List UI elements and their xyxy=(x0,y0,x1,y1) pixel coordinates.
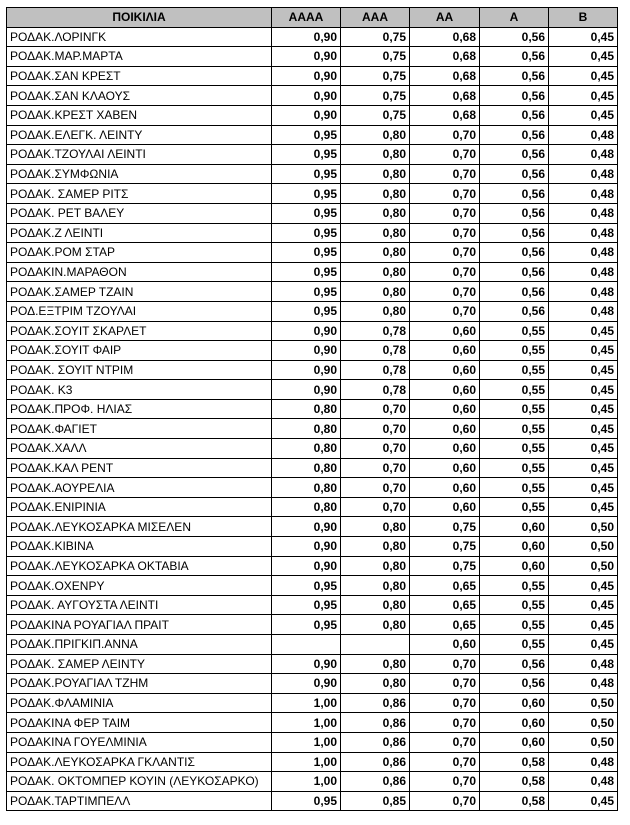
grade-aaaa-cell: 0,90 xyxy=(272,47,341,67)
variety-cell: ΡΟΔΑΚ.ΟΧΕΝΡΥ xyxy=(7,576,272,596)
grade-aaa-cell: 0,80 xyxy=(341,262,410,282)
grade-aaaa-cell: 0,80 xyxy=(272,458,341,478)
table-body xyxy=(7,27,618,811)
table-row xyxy=(7,595,618,615)
grade-aa-cell: 0,60 xyxy=(410,341,480,361)
table-row xyxy=(7,693,618,713)
variety-cell: ΡΟΔΑΚ.ΡΟΜ ΣΤΑΡ xyxy=(7,243,272,263)
table-row xyxy=(7,713,618,733)
grade-a-cell: 0,55 xyxy=(480,576,549,596)
grade-aaa-cell: 0,80 xyxy=(341,537,410,557)
grade-aaaa-cell: 0,90 xyxy=(272,517,341,537)
grade-b-cell: 0,45 xyxy=(549,576,618,596)
grade-b-cell: 0,50 xyxy=(549,517,618,537)
grade-aaaa-cell: 0,95 xyxy=(272,125,341,145)
grade-b-cell: 0,45 xyxy=(549,615,618,635)
grade-a-cell: 0,56 xyxy=(480,47,549,67)
header-row xyxy=(7,8,618,28)
grade-a-cell: 0,60 xyxy=(480,693,549,713)
grade-aa-cell: 0,60 xyxy=(410,419,480,439)
grade-aa-cell: 0,60 xyxy=(410,497,480,517)
grade-aaaa-cell: 0,90 xyxy=(272,105,341,125)
grade-b-cell: 0,48 xyxy=(549,125,618,145)
variety-cell: ΡΟΔΑΚ. ΡΕΤ ΒΑΛΕΥ xyxy=(7,203,272,223)
grade-aaaa-cell: 0,95 xyxy=(272,595,341,615)
grade-aa-cell: 0,68 xyxy=(410,86,480,106)
grade-a-cell: 0,55 xyxy=(480,595,549,615)
grade-aa-cell: 0,70 xyxy=(410,282,480,302)
header-grade-aa: ΑΑ xyxy=(410,8,480,28)
grade-aaa-cell: 0,80 xyxy=(341,203,410,223)
grade-b-cell: 0,45 xyxy=(549,360,618,380)
grade-b-cell: 0,45 xyxy=(549,27,618,47)
grade-b-cell: 0,50 xyxy=(549,693,618,713)
grade-b-cell: 0,45 xyxy=(549,86,618,106)
variety-cell: ΡΟΔΑΚ.ΡΟΥΑΓΙΑΛ ΤΖΗΜ xyxy=(7,674,272,694)
grade-a-cell: 0,55 xyxy=(480,341,549,361)
grade-aaa-cell: 0,78 xyxy=(341,321,410,341)
grade-a-cell: 0,55 xyxy=(480,478,549,498)
table-row xyxy=(7,301,618,321)
table-row xyxy=(7,674,618,694)
variety-cell: ΡΟΔΑΚ.ΣΑΝ ΚΡΕΣΤ xyxy=(7,66,272,86)
grade-aa-cell: 0,70 xyxy=(410,772,480,792)
grade-a-cell: 0,56 xyxy=(480,301,549,321)
grade-aa-cell: 0,60 xyxy=(410,360,480,380)
variety-cell: ΡΟΔΑΚ.ΠΡΟΦ. ΗΛΙΑΣ xyxy=(7,399,272,419)
header-grade-aaaa: ΑΑΑΑ xyxy=(272,8,341,28)
grade-b-cell: 0,45 xyxy=(549,321,618,341)
grade-aaaa-cell: 0,95 xyxy=(272,615,341,635)
grade-aaaa-cell: 0,95 xyxy=(272,301,341,321)
header-grade-aaa: ΑΑΑ xyxy=(341,8,410,28)
grade-aaaa-cell: 0,95 xyxy=(272,791,341,811)
grade-b-cell: 0,48 xyxy=(549,203,618,223)
grade-aaa-cell: 0,80 xyxy=(341,164,410,184)
grade-aaa-cell: 0,80 xyxy=(341,223,410,243)
grade-aaaa-cell: 0,90 xyxy=(272,556,341,576)
grade-aa-cell: 0,68 xyxy=(410,105,480,125)
grade-aaa-cell: 0,86 xyxy=(341,713,410,733)
grade-a-cell: 0,55 xyxy=(480,458,549,478)
grade-aaaa-cell: 0,90 xyxy=(272,86,341,106)
grade-a-cell: 0,60 xyxy=(480,517,549,537)
grade-aaa-cell: 0,80 xyxy=(341,145,410,165)
table-row xyxy=(7,380,618,400)
variety-cell: ΡΟΔΑΚΙΝΑ ΡΟΥΑΓΙΑΛ ΠΡΑΙΤ xyxy=(7,615,272,635)
grade-aaa-cell: 0,78 xyxy=(341,360,410,380)
grade-b-cell: 0,48 xyxy=(549,164,618,184)
variety-cell: ΡΟΔΑΚ.ΦΑΓΙΕΤ xyxy=(7,419,272,439)
grade-a-cell: 0,56 xyxy=(480,105,549,125)
grade-a-cell: 0,56 xyxy=(480,164,549,184)
variety-cell: ΡΟΔΑΚ. ΑΥΓΟΥΣΤΑ ΛΕΙΝΤΙ xyxy=(7,595,272,615)
grade-aa-cell: 0,60 xyxy=(410,478,480,498)
table-row xyxy=(7,458,618,478)
variety-cell: ΡΟΔΑΚ.Ζ ΛΕΙΝΤΙ xyxy=(7,223,272,243)
table-row xyxy=(7,282,618,302)
grade-aa-cell: 0,70 xyxy=(410,125,480,145)
grade-aa-cell: 0,70 xyxy=(410,674,480,694)
grade-aaaa-cell: 1,00 xyxy=(272,693,341,713)
grade-aaa-cell: 0,80 xyxy=(341,595,410,615)
table-row xyxy=(7,360,618,380)
grade-aa-cell: 0,65 xyxy=(410,576,480,596)
table-row xyxy=(7,262,618,282)
grade-aaa-cell: 0,80 xyxy=(341,184,410,204)
grade-aaaa-cell: 0,90 xyxy=(272,674,341,694)
grade-b-cell: 0,48 xyxy=(549,243,618,263)
grade-aa-cell: 0,60 xyxy=(410,458,480,478)
table-row xyxy=(7,732,618,752)
grade-aa-cell: 0,70 xyxy=(410,752,480,772)
variety-cell: ΡΟΔΑΚΙΝΑ ΦΕΡ ΤΑΙΜ xyxy=(7,713,272,733)
grade-aa-cell: 0,70 xyxy=(410,164,480,184)
grade-aaa-cell: 0,85 xyxy=(341,791,410,811)
variety-cell: ΡΟΔΑΚ.ΛΕΥΚΟΣΑΡΚΑ ΜΙΣΕΛΕΝ xyxy=(7,517,272,537)
variety-cell: ΡΟΔ.ΕΞΤΡΙΜ ΤΖΟΥΛΑΙ xyxy=(7,301,272,321)
grade-a-cell: 0,56 xyxy=(480,27,549,47)
grade-b-cell: 0,45 xyxy=(549,458,618,478)
grade-aaa-cell: 0,86 xyxy=(341,752,410,772)
grade-aaaa-cell: 1,00 xyxy=(272,713,341,733)
grade-aaaa-cell: 0,90 xyxy=(272,654,341,674)
grade-aaaa-cell: 0,95 xyxy=(272,576,341,596)
grade-aaa-cell: 0,80 xyxy=(341,517,410,537)
variety-cell: ΡΟΔΑΚΙΝΑ ΓΟΥΕΛΜΙΝΙΑ xyxy=(7,732,272,752)
grade-b-cell: 0,48 xyxy=(549,282,618,302)
grade-aa-cell: 0,70 xyxy=(410,223,480,243)
grade-a-cell: 0,56 xyxy=(480,145,549,165)
variety-cell: ΡΟΔΑΚ.ΤΑΡΤΙΜΠΕΛΛ xyxy=(7,791,272,811)
grade-b-cell: 0,50 xyxy=(549,537,618,557)
grade-aaa-cell: 0,75 xyxy=(341,86,410,106)
grade-aaa-cell: 0,80 xyxy=(341,282,410,302)
variety-cell: ΡΟΔΑΚ. ΣΑΜΕΡ ΛΕΙΝΤΥ xyxy=(7,654,272,674)
grade-aaaa-cell: 0,95 xyxy=(272,262,341,282)
grade-b-cell: 0,45 xyxy=(549,635,618,655)
grade-aa-cell: 0,70 xyxy=(410,791,480,811)
grade-aaaa-cell: 0,90 xyxy=(272,27,341,47)
table-row xyxy=(7,399,618,419)
grade-a-cell: 0,55 xyxy=(480,635,549,655)
grade-aaa-cell: 0,86 xyxy=(341,772,410,792)
grade-aaaa-cell: 0,90 xyxy=(272,341,341,361)
grade-aa-cell: 0,60 xyxy=(410,635,480,655)
table-row xyxy=(7,791,618,811)
grade-b-cell: 0,45 xyxy=(549,791,618,811)
table-row xyxy=(7,517,618,537)
grade-aa-cell: 0,70 xyxy=(410,184,480,204)
grade-aaa-cell: 0,75 xyxy=(341,47,410,67)
table-row xyxy=(7,105,618,125)
grade-aaa-cell: 0,86 xyxy=(341,693,410,713)
variety-cell: ΡΟΔΑΚ.ΜΑΡ.ΜΑΡΤΑ xyxy=(7,47,272,67)
grade-a-cell: 0,55 xyxy=(480,439,549,459)
table-row xyxy=(7,576,618,596)
grade-aa-cell: 0,70 xyxy=(410,203,480,223)
grade-b-cell: 0,45 xyxy=(549,497,618,517)
grade-a-cell: 0,56 xyxy=(480,262,549,282)
table-row xyxy=(7,772,618,792)
table-row xyxy=(7,145,618,165)
variety-cell: ΡΟΔΑΚ.ΤΖΟΥΛΑΙ ΛΕΙΝΤΙ xyxy=(7,145,272,165)
grade-b-cell: 0,48 xyxy=(549,145,618,165)
grade-b-cell: 0,45 xyxy=(549,380,618,400)
grade-aa-cell: 0,75 xyxy=(410,537,480,557)
grade-aaa-cell: 0,80 xyxy=(341,243,410,263)
variety-cell: ΡΟΔΑΚ.ΚΑΛ ΡΕΝΤ xyxy=(7,458,272,478)
grade-aaa-cell: 0,80 xyxy=(341,301,410,321)
variety-cell: ΡΟΔΑΚ.ΠΡΙΓΚΙΠ.ΑΝΝΑ xyxy=(7,635,272,655)
grade-aa-cell: 0,70 xyxy=(410,145,480,165)
grade-aa-cell: 0,70 xyxy=(410,654,480,674)
grade-aa-cell: 0,65 xyxy=(410,595,480,615)
table-row xyxy=(7,341,618,361)
table-row xyxy=(7,419,618,439)
grade-a-cell: 0,55 xyxy=(480,497,549,517)
grade-aaa-cell: 0,80 xyxy=(341,125,410,145)
variety-cell: ΡΟΔΑΚ. Κ3 xyxy=(7,380,272,400)
variety-cell: ΡΟΔΑΚ.ΣΑΜΕΡ ΤΖΑΙΝ xyxy=(7,282,272,302)
grade-aaaa-cell: 0,95 xyxy=(272,203,341,223)
grade-aaaa-cell: 1,00 xyxy=(272,772,341,792)
table-row xyxy=(7,537,618,557)
grade-aaaa-cell: 1,00 xyxy=(272,752,341,772)
table-row xyxy=(7,203,618,223)
variety-cell: ΡΟΔΑΚ.ΣΟΥΙΤ ΣΚΑΡΛΕΤ xyxy=(7,321,272,341)
grade-b-cell: 0,45 xyxy=(549,66,618,86)
grade-a-cell: 0,58 xyxy=(480,791,549,811)
grade-a-cell: 0,56 xyxy=(480,243,549,263)
grade-aa-cell: 0,75 xyxy=(410,517,480,537)
grade-a-cell: 0,60 xyxy=(480,713,549,733)
grade-aaa-cell: 0,70 xyxy=(341,497,410,517)
table-row xyxy=(7,86,618,106)
grade-aa-cell: 0,68 xyxy=(410,66,480,86)
grade-b-cell: 0,48 xyxy=(549,262,618,282)
grade-aaaa-cell: 0,80 xyxy=(272,439,341,459)
variety-cell: ΡΟΔΑΚ.ΣΥΜΦΩΝΙΑ xyxy=(7,164,272,184)
table-header xyxy=(7,8,618,28)
grade-b-cell: 0,50 xyxy=(549,732,618,752)
grade-aaa-cell: 0,78 xyxy=(341,380,410,400)
grade-a-cell: 0,56 xyxy=(480,282,549,302)
grade-b-cell: 0,48 xyxy=(549,184,618,204)
table-row xyxy=(7,164,618,184)
grade-a-cell: 0,56 xyxy=(480,125,549,145)
grade-b-cell: 0,45 xyxy=(549,439,618,459)
header-grade-b: Β xyxy=(549,8,618,28)
grade-aa-cell: 0,60 xyxy=(410,321,480,341)
table-row xyxy=(7,321,618,341)
grade-aaa-cell: 0,80 xyxy=(341,576,410,596)
grade-aaa-cell: 0,80 xyxy=(341,556,410,576)
grade-a-cell: 0,56 xyxy=(480,674,549,694)
grade-aaaa-cell: 0,80 xyxy=(272,419,341,439)
grade-b-cell: 0,48 xyxy=(549,752,618,772)
variety-cell: ΡΟΔΑΚ.ΛΕΥΚΟΣΑΡΚΑ ΟΚΤΑΒΙΑ xyxy=(7,556,272,576)
grade-b-cell: 0,48 xyxy=(549,223,618,243)
grade-aaa-cell: 0,80 xyxy=(341,654,410,674)
grade-aa-cell: 0,70 xyxy=(410,732,480,752)
variety-cell: ΡΟΔΑΚ.ΚΙΒΙΝΑ xyxy=(7,537,272,557)
header-grade-a: Α xyxy=(480,8,549,28)
grade-aaa-cell: 0,70 xyxy=(341,399,410,419)
table-row xyxy=(7,184,618,204)
grade-aaaa-cell: 0,80 xyxy=(272,497,341,517)
grade-a-cell: 0,56 xyxy=(480,203,549,223)
grade-aa-cell: 0,65 xyxy=(410,615,480,635)
table-row xyxy=(7,497,618,517)
variety-cell: ΡΟΔΑΚ.ΛΟΡΙΝΓΚ xyxy=(7,27,272,47)
grade-aa-cell: 0,70 xyxy=(410,713,480,733)
grade-a-cell: 0,56 xyxy=(480,654,549,674)
grade-a-cell: 0,56 xyxy=(480,223,549,243)
table-row xyxy=(7,47,618,67)
table-row xyxy=(7,654,618,674)
grade-aa-cell: 0,60 xyxy=(410,399,480,419)
grade-b-cell: 0,45 xyxy=(549,419,618,439)
grade-b-cell: 0,50 xyxy=(549,556,618,576)
grade-aaaa-cell: 0,95 xyxy=(272,164,341,184)
table-row xyxy=(7,223,618,243)
grade-b-cell: 0,45 xyxy=(549,105,618,125)
grade-aaaa-cell: 0,90 xyxy=(272,360,341,380)
grade-aaa-cell: 0,78 xyxy=(341,341,410,361)
grade-b-cell: 0,48 xyxy=(549,772,618,792)
table-row xyxy=(7,125,618,145)
grade-a-cell: 0,58 xyxy=(480,752,549,772)
grade-aaaa-cell xyxy=(272,635,341,655)
grade-a-cell: 0,55 xyxy=(480,321,549,341)
grade-aaa-cell: 0,80 xyxy=(341,674,410,694)
grade-b-cell: 0,50 xyxy=(549,713,618,733)
table-row xyxy=(7,635,618,655)
grade-b-cell: 0,45 xyxy=(549,47,618,67)
grade-aa-cell: 0,60 xyxy=(410,439,480,459)
grade-aaa-cell: 0,86 xyxy=(341,732,410,752)
grade-aa-cell: 0,70 xyxy=(410,262,480,282)
grade-aa-cell: 0,70 xyxy=(410,693,480,713)
variety-cell: ΡΟΔΑΚ.ΧΑΛΛ xyxy=(7,439,272,459)
grade-b-cell: 0,45 xyxy=(549,478,618,498)
table-row xyxy=(7,66,618,86)
variety-cell: ΡΟΔΑΚ. ΣΟΥΙΤ ΝΤΡΙΜ xyxy=(7,360,272,380)
grade-b-cell: 0,48 xyxy=(549,301,618,321)
variety-cell: ΡΟΔΑΚ.ΣΟΥΙΤ ΦΑΙΡ xyxy=(7,341,272,361)
grade-a-cell: 0,56 xyxy=(480,66,549,86)
variety-cell: ΡΟΔΑΚ.ΕΛΕΓΚ. ΛΕΙΝΤΥ xyxy=(7,125,272,145)
grade-aaa-cell: 0,70 xyxy=(341,439,410,459)
variety-cell: ΡΟΔΑΚ.ΚΡΕΣΤ ΧΑΒΕΝ xyxy=(7,105,272,125)
grade-aa-cell: 0,70 xyxy=(410,243,480,263)
table-row xyxy=(7,615,618,635)
grade-aaaa-cell: 0,90 xyxy=(272,66,341,86)
grade-aa-cell: 0,70 xyxy=(410,301,480,321)
grade-aaaa-cell: 0,80 xyxy=(272,478,341,498)
grade-aaa-cell: 0,75 xyxy=(341,105,410,125)
grade-aaaa-cell: 0,80 xyxy=(272,399,341,419)
grade-aaaa-cell: 0,95 xyxy=(272,243,341,263)
table-row xyxy=(7,243,618,263)
variety-cell: ΡΟΔΑΚ.ΣΑΝ ΚΛΑΟΥΣ xyxy=(7,86,272,106)
variety-cell: ΡΟΔΑΚ. ΣΑΜΕΡ ΡΙΤΣ xyxy=(7,184,272,204)
grade-a-cell: 0,55 xyxy=(480,615,549,635)
grade-aa-cell: 0,75 xyxy=(410,556,480,576)
table-row xyxy=(7,439,618,459)
grade-b-cell: 0,45 xyxy=(549,341,618,361)
variety-cell: ΡΟΔΑΚ. ΟΚΤΟΜΠΕΡ ΚΟΥΙΝ (ΛΕΥΚΟΣΑΡΚΟ) xyxy=(7,772,272,792)
grade-aa-cell: 0,68 xyxy=(410,27,480,47)
price-table xyxy=(6,7,618,811)
table-row xyxy=(7,752,618,772)
grade-a-cell: 0,60 xyxy=(480,537,549,557)
grade-a-cell: 0,55 xyxy=(480,399,549,419)
grade-b-cell: 0,48 xyxy=(549,654,618,674)
grade-aaa-cell xyxy=(341,635,410,655)
grade-aa-cell: 0,68 xyxy=(410,47,480,67)
grade-aaaa-cell: 1,00 xyxy=(272,732,341,752)
grade-aaa-cell: 0,75 xyxy=(341,27,410,47)
variety-cell: ΡΟΔΑΚΙΝ.ΜΑΡΑΘΟΝ xyxy=(7,262,272,282)
variety-cell: ΡΟΔΑΚ.ΦΛΑΜΙΝΙΑ xyxy=(7,693,272,713)
grade-aaaa-cell: 0,90 xyxy=(272,321,341,341)
grade-b-cell: 0,48 xyxy=(549,674,618,694)
variety-cell: ΡΟΔΑΚ.ΑΟΥΡΕΛΙΑ xyxy=(7,478,272,498)
variety-cell: ΡΟΔΑΚ.ΛΕΥΚΟΣΑΡΚΑ ΓΚΛΑΝΤΙΣ xyxy=(7,752,272,772)
grade-aaa-cell: 0,70 xyxy=(341,419,410,439)
grade-aaaa-cell: 0,95 xyxy=(272,282,341,302)
grade-b-cell: 0,45 xyxy=(549,399,618,419)
table-row xyxy=(7,27,618,47)
grade-a-cell: 0,55 xyxy=(480,419,549,439)
grade-a-cell: 0,60 xyxy=(480,556,549,576)
table-row xyxy=(7,556,618,576)
grade-aaa-cell: 0,70 xyxy=(341,478,410,498)
grade-aaaa-cell: 0,90 xyxy=(272,537,341,557)
header-variety: ΠΟΙΚΙΛΙΑ xyxy=(7,8,272,28)
variety-cell: ΡΟΔΑΚ.ΕΝΙΡΙΝΙΑ xyxy=(7,497,272,517)
grade-aaaa-cell: 0,90 xyxy=(272,380,341,400)
grade-aaaa-cell: 0,95 xyxy=(272,184,341,204)
grade-a-cell: 0,58 xyxy=(480,772,549,792)
grade-aaa-cell: 0,80 xyxy=(341,615,410,635)
grade-a-cell: 0,56 xyxy=(480,86,549,106)
grade-aaaa-cell: 0,95 xyxy=(272,145,341,165)
grade-a-cell: 0,55 xyxy=(480,360,549,380)
grade-a-cell: 0,56 xyxy=(480,184,549,204)
table-row xyxy=(7,478,618,498)
grade-aaa-cell: 0,75 xyxy=(341,66,410,86)
grade-aaa-cell: 0,70 xyxy=(341,458,410,478)
grade-b-cell: 0,45 xyxy=(549,595,618,615)
grade-a-cell: 0,55 xyxy=(480,380,549,400)
grade-aaaa-cell: 0,95 xyxy=(272,223,341,243)
grade-a-cell: 0,60 xyxy=(480,732,549,752)
grade-aa-cell: 0,60 xyxy=(410,380,480,400)
